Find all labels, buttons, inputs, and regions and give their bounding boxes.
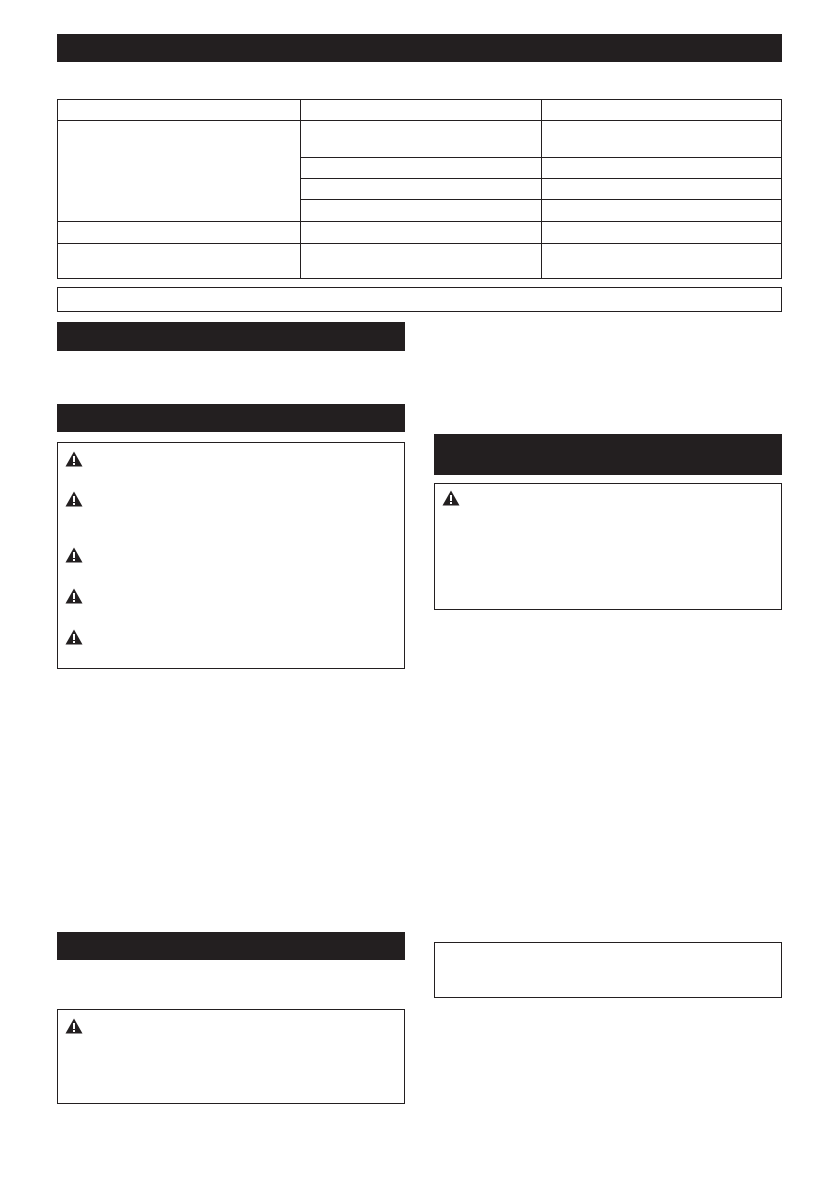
spec-table-row-divider bbox=[300, 199, 781, 200]
title-bar bbox=[57, 34, 782, 62]
spec-table-row-divider bbox=[58, 221, 781, 222]
right-warning-box bbox=[434, 483, 782, 610]
warning-triangle-icon bbox=[65, 1018, 83, 1034]
warning-triangle-icon bbox=[65, 491, 83, 507]
spec-table-col-divider bbox=[541, 100, 542, 278]
note-box bbox=[434, 942, 782, 998]
spec-table-row-divider bbox=[300, 178, 781, 179]
warning-triangle-icon bbox=[65, 588, 83, 604]
spec-table-row-divider bbox=[58, 243, 781, 244]
warning-triangle-icon bbox=[65, 547, 83, 563]
warning-triangle-icon bbox=[65, 629, 83, 645]
safety-warnings-box bbox=[57, 442, 405, 669]
section-heading-right bbox=[434, 434, 782, 475]
warning-triangle-icon bbox=[65, 451, 83, 467]
spec-table-row-divider bbox=[58, 120, 781, 121]
spec-table-footnote bbox=[57, 287, 782, 312]
section-heading-3 bbox=[57, 932, 405, 960]
section-heading-2 bbox=[57, 404, 405, 432]
spec-table bbox=[57, 99, 782, 279]
spec-table-row-divider bbox=[300, 157, 781, 158]
spec-table-col-divider bbox=[300, 100, 301, 278]
section-heading-1 bbox=[57, 322, 405, 351]
section-3-warning-box bbox=[57, 1009, 405, 1104]
warning-triangle-icon bbox=[442, 490, 460, 506]
